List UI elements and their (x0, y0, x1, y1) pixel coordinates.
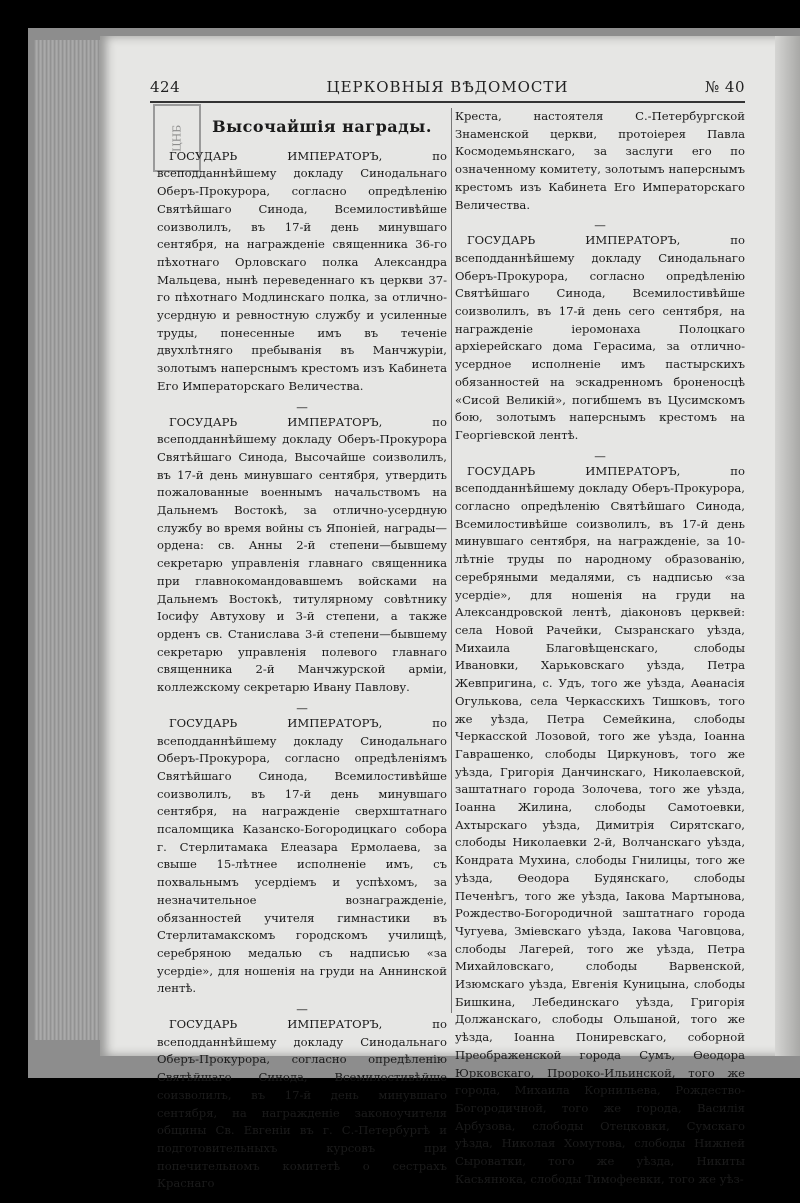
page-gutter (775, 36, 800, 1056)
page-number: 424 (150, 78, 181, 96)
divider: — (594, 218, 606, 233)
paragraph: ГОСУДАРЬ ИМПЕРАТОРЪ, по всеподданнѣйшему докладу Синодальнаго Оберъ-Прокурора, согласно опредѣленіямъ Святѣйшаго Синода, Всемилостивѣйше соизволилъ, въ 17-й день минувшаго сентября, на награжденіе сверхштатнаго псаломщика Казанско-Богородицкаго собора г. Стерлитамака Елеазара Ермолаева, за свыше 15-лѣтнее исполненіе имъ, съ похвальнымъ усердіемъ и успѣхомъ, за незначительное вознагражденіе, обязанностей учителя гимнастики въ Стерлитамакскомъ городскомъ училищѣ, серебряною медалью съ надписью «за усердіе», для ношенія на груди на Аннинской лентѣ. (157, 715, 447, 996)
paragraph: ГОСУДАРЬ ИМПЕРАТОРЪ, по всеподданнѣйшему докладу Синодальнаго Оберъ-Прокурора, согласно опредѣленію Святѣйшаго Синода, Всемилостивѣйше соизволилъ, въ 17-й день сего сентября, на награжденіе іеромонаха Полоцкаго архіерейскаго дома Герасима, за отлично-усердное исполненіе имъ пастырскихъ обязанностей на эскадренномъ броненосцѣ «Сисой Великій», погибшемъ въ Цусимскомъ бою, золотымъ наперснымъ крестомъ на Георгіевской лентѣ. (455, 233, 745, 442)
paragraph: ГОСУДАРЬ ИМПЕРАТОРЪ, по всеподданнѣйшему докладу Синодальнаго Оберъ-Прокурора, согласно опредѣленію Святѣйшаго Синода, Всемилостивѣйше соизволилъ, въ 17-й день минувшаго сентября, на награжденіе законоучителя общины Св. Евгеніи въ г. С.-Петербургѣ и подготовительныхъ курсовъ при попечительномъ комитетѣ о сестрахъ Краснаго (157, 1017, 447, 1191)
running-header (150, 78, 745, 100)
journal-title: ЦЕРКОВНЫЯ ВѢДОМОСТИ (326, 78, 569, 96)
issue-number: № 40 (704, 78, 745, 96)
divider: — (296, 700, 308, 715)
divider: — (594, 448, 606, 463)
paragraph: Креста, настоятеля С.-Петербургской Знаменской церкви, протоіерея Павла Космодемьянскаго, за заслуги его по означенному комитету, золотымъ наперснымъ крестомъ изъ Кабинета Его Императорскаго Величества. (455, 109, 745, 212)
right-column (455, 108, 745, 1198)
paragraph: ГОСУДАРЬ ИМПЕРАТОРЪ, по всеподданнѣйшему докладу Оберъ-Прокурора, согласно опредѣленію Святѣйшаго Синода, Всемилостивѣйше соизволилъ, въ 17-й день минувшаго сентября, на награжденіе, за 10-лѣтніе труды по народному образованію, серебряными медалями, съ надписью «за усердіе», для ношенія на груди на Александровской лентѣ, діаконовъ церквей: села Новой Рачейки, Сызранскаго уѣзда, Михаила Благовѣщенскаго, слободы Ивановки, Харьковскаго уѣзда, Петра Жевпригина, с. Удъ, того же уѣзда, Аѳанасія Огулькова, села Черкасскихъ Тишковъ, того же уѣзда, Петра Семейкина, слободы Черкасской Лозовой, того же уѣзда, Іоанна Гаврашенко, слободы Циркуновъ, того же уѣзда, Григорія Данчинскаго, Николаевской, заштатнаго города Золочева, того же уѣзда, Іоанна Жилина, слободы Самотоевки, Ахтырскаго уѣзда, Димитрія Сирятскаго, слободы Николаевки 2-й, Волчанскаго уѣзда, Кондрата Мухина, слободы Гнилицы, того же уѣзда, Ѳеодора Будянскаго, слободы Печенѣгъ, того же уѣзда, Іакова Мартынова, Рождество-Богородичной заштатнаго города Чугуева, Зміевскаго уѣзда, Іакова Чаговцова, слободы Лагерей, того же уѣзда, Петра Михайловскаго, слободы Варвенской, Изюмскаго уѣзда, Евгенія Куницына, слободы Бишкина, Лебединскаго уѣзда, Григорія Должанскаго, слободы Ольшаной, того же уѣзда, Іоанна Пониревскаго, соборной Преображенской города Сумъ, Ѳеодора Юрковскаго, Пророко-Ильинской, того же города, Михаила Корнильева, Рождество-Богородичной, того же города, Василія Арбузова, слободы Отецковки, Сумскаго уѣзда, Николая Хомутова, слободы Нижней Сыроватки, того же уѣзда, Никиты Касьянюка, слободы Тимофеевки, того же уѣз- (455, 463, 745, 1186)
library-stamp: ЦНБ (153, 104, 201, 172)
page-edges (34, 40, 104, 1040)
section-title: Высочайшія награды. (212, 117, 432, 136)
column-separator (451, 108, 452, 1013)
divider: — (296, 399, 308, 414)
paragraph: ГОСУДАРЬ ИМПЕРАТОРЪ, по всеподданнѣйшему докладу Оберъ-Прокурора Святѣйшаго Синода, Высочайше соизволилъ, въ 17-й день минувшаго сентября, утвердить пожалованные военнымъ начальствомъ на Дальнемъ Востокѣ, за отлично-усердную службу во время войны съ Японіей, награды—ордена: св. Анны 2-й степени—бывшему секретарю управленія главнаго священника при главнокомандовавшемъ войсками на Дальнемъ Востокѣ, титулярному совѣтнику Іосифу Автухову и 3-й степени, а также орденъ св. Станислава 3-й степени—бывшему секретарю управленія полевого главнаго священника 2-й Манчжурской арміи, коллежскому секретарю Ивану Павлову. (157, 414, 447, 695)
left-column (157, 108, 447, 1203)
divider: — (296, 1002, 308, 1017)
header-rule (150, 101, 745, 103)
paragraph: ГОСУДАРЬ ИМПЕРАТОРЪ, по всеподданнѣйшему докладу Синодальнаго Оберъ-Прокурора, согласно опредѣленію Святѣйшаго Синода, Всемилостивѣйше соизволилъ, въ 17-й день минувшаго сентября, на награжденіе священника 36-го пѣхотнаго Орловскаго полка Александра Мальцева, нынѣ переведеннаго къ церкви 37-го пѣхотнаго Модлинскаго полка, за отлично-усердную и ревностную службу и усиленные труды, понесенные имъ въ теченіе двухлѣтняго пребыванія въ Манчжуріи, золотымъ наперснымъ крестомъ изъ Кабинета Его Императорскаго Величества. (157, 148, 447, 393)
